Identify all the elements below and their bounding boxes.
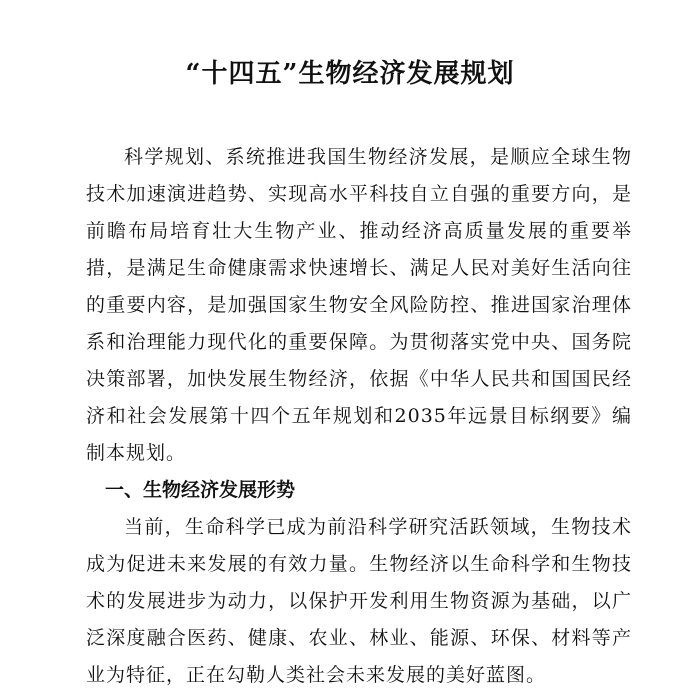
- section-heading: 一、生物经济发展形势: [105, 479, 296, 501]
- document-title: “十四五”生物经济发展规划: [185, 59, 515, 89]
- document-body: [86, 139, 632, 694]
- section-paragraph: 当前，生命科学已成为前沿科学研究活跃领域，生物技术成为促进未来发展的有效力量。生物经济以生命科学和生物技术的发展进步为动力，以保护开发利用生物资源为基础，以广泛深度融合医药、健康、农业、林业、能源、环保、材料等产业为特征，正在勾勒人类社会未来发展的美好蓝图。: [86, 516, 632, 686]
- intro-paragraph: 科学规划、系统推进我国生物经济发展，是顺应全球生物技术加速演进趋势、实现高水平科技自立自强的重要方向，是前瞻布局培育壮大生物产业、推动经济高质量发展的重要举措，是满足生命健康需求快速增长、满足人民对美好生活向往的重要内容，是加强国家生物安全风险防控、推进国家治理体系和治理能力现代化的重要保障。为贯彻落实党中央、国务院决策部署，加快发展生物经济，依据《中华人民共和国国民经济和社会发展第十四个五年规划和2035年远景目标纲要》编制本规划。: [86, 146, 632, 464]
